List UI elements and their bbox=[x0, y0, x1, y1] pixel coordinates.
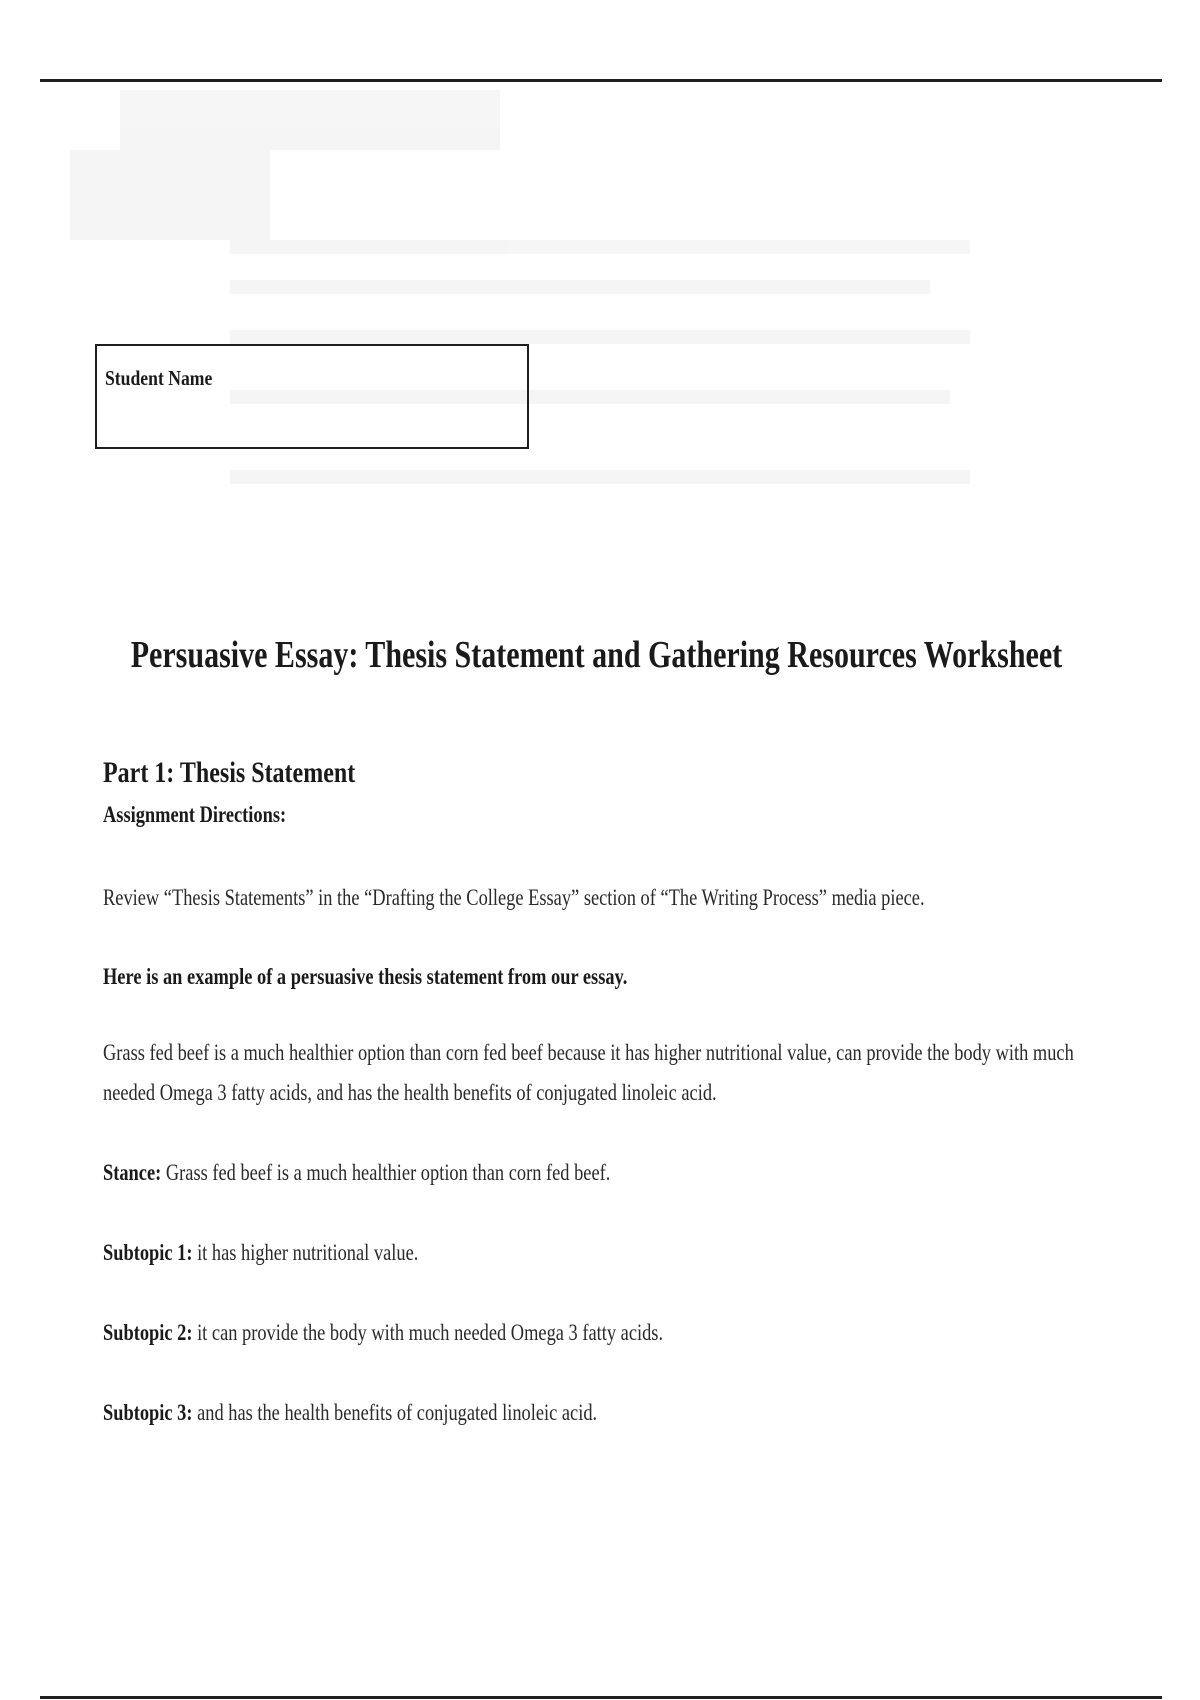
example-intro: Here is an example of a persuasive thesis statement from our essay. bbox=[103, 964, 628, 989]
subtopic-1-line bbox=[103, 1240, 418, 1266]
document-title: Persuasive Essay: Thesis Statement and Gathering Resources Worksheet bbox=[130, 634, 1063, 676]
subtopic-1-text: it has higher nutritional value. bbox=[197, 1240, 419, 1265]
subtopic-2-line bbox=[103, 1320, 663, 1346]
assignment-directions-label: Assignment Directions: bbox=[103, 802, 287, 827]
top-rule bbox=[40, 79, 1162, 82]
stance-label: Stance: bbox=[103, 1160, 162, 1185]
thesis-example-line-2: needed Omega 3 fatty acids, and has the health benefits of conjugated linoleic acid. bbox=[103, 1080, 717, 1105]
stance-text: Grass fed beef is a much healthier option than corn fed beef. bbox=[165, 1160, 611, 1185]
part1-heading: Part 1: Thesis Statement bbox=[103, 756, 356, 789]
student-name-box[interactable] bbox=[95, 344, 529, 449]
subtopic-3-line bbox=[103, 1400, 597, 1426]
thesis-example-line-1: Grass fed beef is a much healthier option than corn fed beef because it has higher nutritional value, can provide the body with much bbox=[103, 1040, 1074, 1065]
stance-line bbox=[103, 1160, 610, 1186]
bottom-rule bbox=[40, 1696, 1162, 1699]
review-instructions: Review “Thesis Statements” in the “Drafting the College Essay” section of “The Writing Process” media piece. bbox=[103, 885, 925, 910]
student-name-label: Student Name bbox=[105, 366, 213, 390]
subtopic-1-label: Subtopic 1: bbox=[103, 1240, 193, 1265]
subtopic-3-label: Subtopic 3: bbox=[103, 1400, 193, 1425]
subtopic-2-label: Subtopic 2: bbox=[103, 1320, 193, 1345]
subtopic-2-text: it can provide the body with much needed Omega 3 fatty acids. bbox=[197, 1320, 664, 1345]
subtopic-3-text: and has the health benefits of conjugated linoleic acid. bbox=[197, 1400, 598, 1425]
